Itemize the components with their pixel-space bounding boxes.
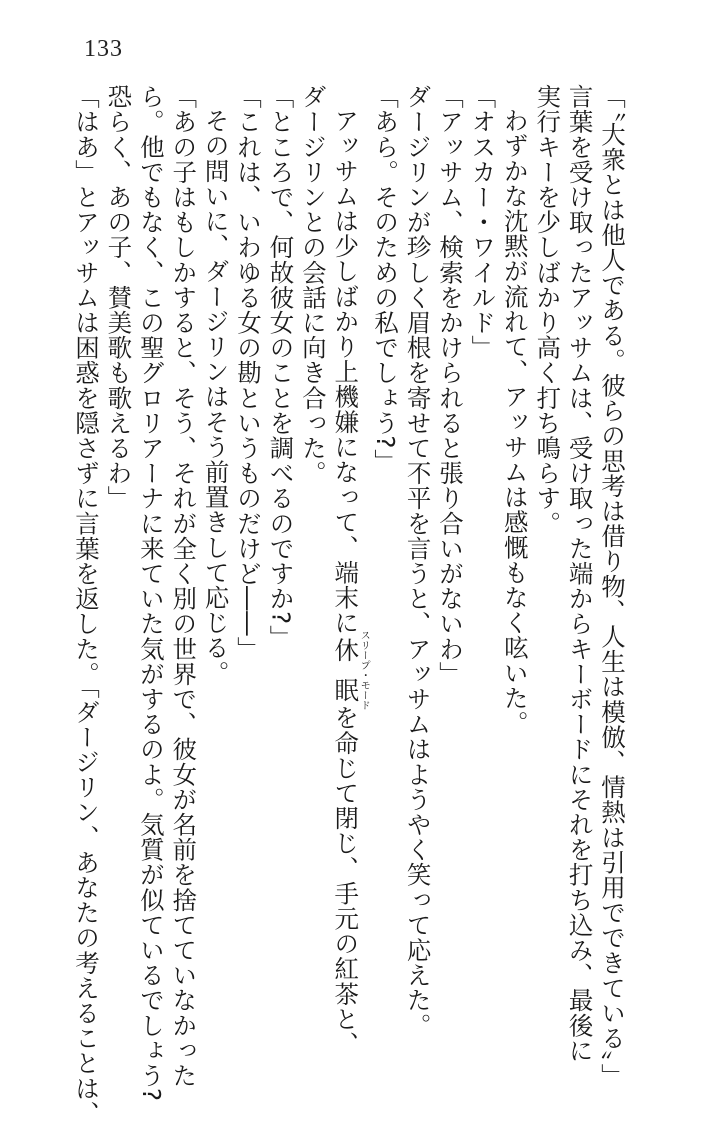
- text-line: ら。他でもなく、この聖グロリアーナに来ていた気がするのよ。気質が似ているでしょう?: [136, 84, 166, 1102]
- text-line: 「〝大衆とは他人である。彼らの思考は借り物、人生は模倣、情熱は引用でできている〟」: [598, 84, 627, 1089]
- text-line-with-ruby: [329, 84, 370, 1057]
- text-segment: アッサムは少しばかり上機嫌になって、端末に: [331, 108, 361, 636]
- text-line: 「はあ」とアッサムは困惑を隠さずに言葉を返した。「ダージリン、あなたの考えることは、: [72, 84, 101, 1126]
- text-line: 「アッサム、検索をかけられると張り合いがないわ」: [435, 84, 465, 687]
- ruby-base: 休眠: [331, 630, 361, 711]
- text-line: 恐らく、あの子、賛美歌も歌えるわ」: [104, 84, 134, 511]
- text-line: 言葉を受け取ったアッサムは、受け取った端からキーボードにそれを打ち込み、最後に: [565, 84, 595, 1063]
- ruby-reading: スリープ・モード: [358, 630, 370, 711]
- vertical-body-text: [68, 84, 628, 1126]
- ruby-annotation: [331, 630, 370, 711]
- text-line: 「これは、いわゆる女の勘というものだけど――」: [234, 84, 264, 662]
- text-line: その問いに、ダージリンはそう前置きして応じる。: [201, 108, 231, 686]
- text-line: 実行キーを少しばかり高く打ち鳴らす。: [533, 84, 563, 536]
- text-line: 「オスカー・ワイルド」: [468, 84, 498, 361]
- text-line: ダージリンとの会話に向き合った。: [298, 84, 328, 486]
- text-line: ダージリンが珍しく眉根を寄せて不平を言うと、アッサムはようやく笑って応えた。: [403, 84, 433, 1038]
- text-line: 「あら。そのための私でしょう?」: [371, 84, 401, 475]
- page-number: 133: [84, 36, 123, 62]
- text-line: わずかな沈黙が流れて、アッサムは感慨もなく呟いた。: [500, 108, 530, 736]
- text-segment: を命じて閉じ、手元の紅茶と、: [331, 705, 361, 1057]
- text-line: 「ところで、何故彼女のことを調べるのですか?」: [266, 84, 296, 650]
- text-line: 「あの子はもしかすると、そう、それが全く別の世界で、彼女が名前を捨てていなかった: [169, 84, 199, 1088]
